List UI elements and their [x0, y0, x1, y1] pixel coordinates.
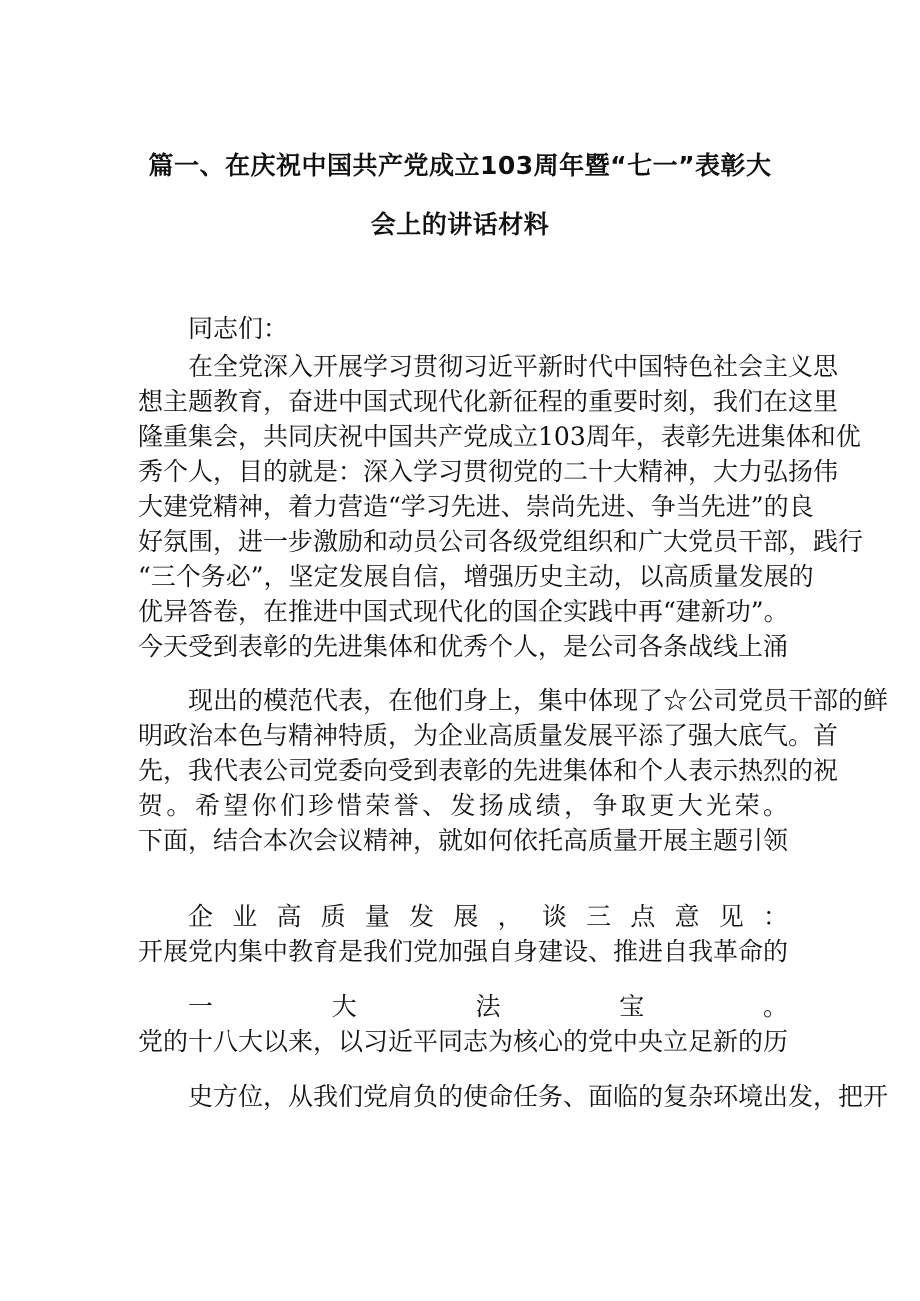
- body-line: 一大法宝。: [188, 992, 788, 1021]
- body-line: 大建党精神，着力营造“学习先进、崇尚先进、争当先进”的良: [138, 492, 814, 521]
- body-line: 现出的模范代表，在他们身上，集中体现了☆公司党员干部的鲜: [188, 686, 889, 715]
- body-line: 在全党深入开展学习贯彻习近平新时代中国特色社会主义思: [188, 352, 839, 381]
- body-line: 下面，结合本次会议精神，就如何依托高质量开展主题引领: [138, 826, 789, 855]
- body-line: 想主题教育，奋进中国式现代化新征程的重要时刻，我们在这里: [138, 387, 839, 416]
- body-line: 贺。希望你们珍惜荣誉、发扬成绩，争取更大光荣。: [138, 791, 788, 820]
- body-line: 企业高质量发展，谈三点意见：: [188, 902, 788, 931]
- body-line: 党的十八大以来，以习近平同志为核心的党中央立足新的历: [138, 1027, 789, 1056]
- body-line: 隆重集会，共同庆祝中国共产党成立103周年，表彰先进集体和优: [138, 422, 861, 451]
- document-title-line-1: 篇一、在庆祝中国共产党成立103周年暨“七一”表彰大: [148, 151, 772, 180]
- body-line: 明政治本色与精神特质，为企业高质量发展平添了强大底气。首: [138, 721, 839, 750]
- body-line: 秀个人，目的就是：深入学习贯彻党的二十大精神，大力弘扬伟: [138, 457, 839, 486]
- body-line: 今天受到表彰的先进集体和优秀个人，是公司各条战线上涌: [138, 632, 789, 661]
- body-line: 先，我代表公司党委向受到表彰的先进集体和个人表示热烈的祝: [138, 756, 839, 785]
- salutation: 同志们：: [188, 314, 289, 343]
- body-line: 优异答卷，在推进中国式现代化的国企实践中再“建新功”。: [138, 597, 789, 626]
- body-line: 史方位，从我们党肩负的使命任务、面临的复杂环境出发，把开: [188, 1082, 889, 1111]
- body-line: 好氛围，进一步激励和动员公司各级党组织和广大党员干部，践行: [138, 527, 864, 556]
- document-title-line-2: 会上的讲话材料: [370, 210, 550, 239]
- body-line: 开展党内集中教育是我们党加强自身建设、推进自我革命的: [138, 937, 789, 966]
- body-line: “三个务必”，坚定发展自信，增强历史主动，以高质量发展的: [138, 562, 814, 591]
